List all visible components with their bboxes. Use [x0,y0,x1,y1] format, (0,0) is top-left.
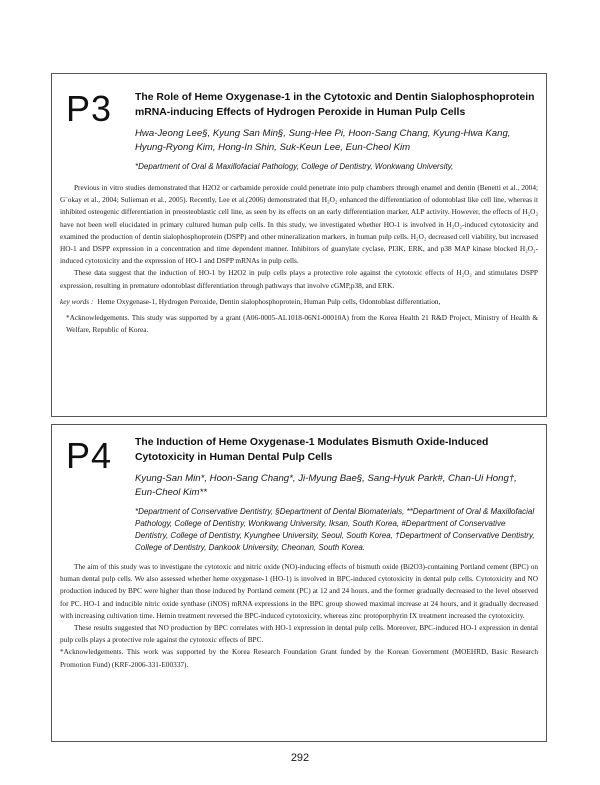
affiliation: *Department of Conservative Dentistry, §Department of Dental Biomaterials, **Department of Oral & Maxillofacial Pathology, College of Dentistry, Wonkwang University, Iksan, South Korea, #Department of Conservative Dentistry, College of Dentistry, Kyunghee University, Seoul, South Korea, †Department of Conservative Dentistry, College of Dentistry, Dankook University, Cheonan, South Korea. [135,507,535,552]
keywords-label: key words : [60,296,94,306]
affiliation: *Department of Oral & Maxillofacial Pathology, College of Dentistry, Wonkwang University, [135,162,454,171]
body-paragraph: These data suggest that the induction of HO-1 by H2O2 in pulp cells plays a protective role against the cytotoxic effects of H₂O₂ and stimulates DSPP expression, resulting in premature odontoblast differentiation through pathways that involve cGMP,p38, and ERK. [60,268,538,290]
abstract-code: P3 [66,88,113,129]
body-paragraph: Previous in vitro studies demonstrated that H2O2 or carbamide peroxide could penetrate into pulp chambers through enamel and dentin (Benetti et al., 2004; G¨okay et al., 2004; Sulieman et al., 2005). Recently, Lee et al.(2006) demonstrated that H₂O₂ enhanced the differentiation of odontoblast like cell line, whereas it inhibited osteogenic differentiation in preosteoblastic cell line, as seen by its effects on an early differentiation marker, ALP activity. However, the effects of H₂O₂ have not been well elucidated in primary cultured human pulp cells. In this study, we investigated whether HO-1 is involved in H₂O₂-induced cytotoxicity and examined the production of dentin sialophosphoprotein (DSPP) and other mineralization markers, in human pulp cells. H₂O₂ decreased cell viability, but increased HO-1 and DSPP expression in a concentration and time dependent manner. Inhibitors of guanylate cyclase, PI3K, ERK, and p38 MAP kinase blocked H₂O₂-induced cytotoxicity and the expression of HO-1 and DSPP mRNAs in pulp cells. [60,183,538,266]
abstract-box-p3 [51,73,547,417]
keywords-row [60,296,538,308]
acknowledgement [60,646,538,670]
abstract-header [135,435,538,554]
body-paragraph: The aim of this study was to investigate the cytotoxic and nitric oxide (NO)-inducing effects of bismuth oxide (Bi2O3)-containing Portland cement (BPC) on human dental pulp cells. We also assessed whether heme oxygenase-1 (HO-1) is involved in BPC-induced cytotoxicity in dental pulp cells. Cytotoxicity and NO production induced by BPC were higher than those induced by Portland cement (PC) at 12 and 24 hours, and the former gradually decreased to the level observed for PC. HO-1 and inducible nitric oxide synthase (iNOS) mRNA expressions in the BPC group showed maximal increase at 24 hours, and it gradually decreased with increasing cultivation time. Hemin treatment reversed the BPC-induced cytotoxicity, whereas zinc protoporphyrin IX treatment increased the cytotoxicity. [60,562,538,620]
acknowledgement-text: *Acknowledgements. This study was supported by a grant (A06-0005-AL1018-06N1-00010A) from the Korea Health 21 R&D Project, Ministry of Health & Welfare, Republic of Korea. [66,313,538,335]
keywords-text: Heme Oxygenase-1, Hydrogen Peroxide, Dentin sialophosphoprotein, Human Pulp cells, Odontoblast differentiation, [97,296,441,306]
abstract-header [135,90,538,173]
abstract-body [60,561,538,671]
body-paragraph: These results suggested that NO production by BPC correlates with HO-1 expression in dental pulp cells. Moreover, BPC-induced HO-1 expression in dental pulp cells plays a protective role against the cytotoxic effects of BPC. [60,623,538,645]
acknowledgement-text: *Acknowledgements. This work was supported by the Korea Research Foundation Grant funded by the Korean Government (MOEHRD, Basic Research Promotion Fund) (KRF-2006-331-E00337). [60,647,538,669]
author-list: Hwa-Jeong Lee§, Kyung San Min§, Sung-Hee Pi, Hoon-Sang Chang, Kyung-Hwa Kang, Hyung-Ryong Kim, Hong-In Shin, Suk-Keun Lee, Eun-Cheol Kim [135,128,511,153]
abstract-code: P4 [66,435,113,476]
abstract-box-p4 [51,424,547,742]
abstract-title: The Role of Heme Oxygenase-1 in the Cytotoxic and Dentin Sialophosphoprotein mRNA-inducing Effects of Hydrogen Peroxide in Human Pulp Cells [135,92,535,118]
abstract-title: The Induction of Heme Oxygenase-1 Modulates Bismuth Oxide-Induced Cytotoxicity in Human Dental Pulp Cells [135,437,489,463]
page-number: 292 [290,752,310,764]
acknowledgement [60,312,538,336]
abstract-body [60,182,538,336]
author-list: Kyung-San Min*, Hoon-Sang Chang*, Ji-Myung Bae§, Sang-Hyuk Park#, Chan-Ui Hong†, Eun-Cheol Kim** [135,473,517,498]
